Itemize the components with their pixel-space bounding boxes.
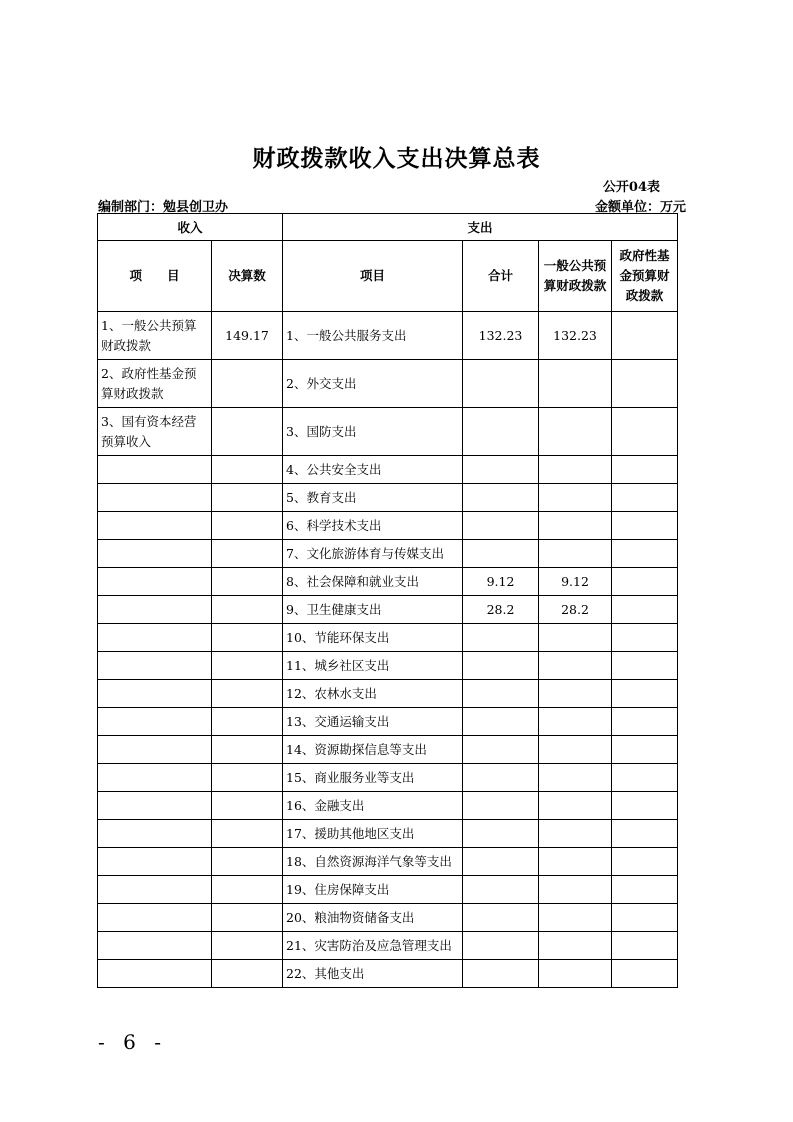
expense-total-cell [463, 708, 539, 736]
income-item-cell [98, 624, 212, 652]
expense-total-cell [463, 624, 539, 652]
expense-total-cell [463, 876, 539, 904]
fund-budget-cell [612, 764, 678, 792]
fund-budget-cell [612, 596, 678, 624]
income-amount-cell [212, 596, 283, 624]
table-row [98, 876, 678, 904]
income-item-cell [98, 904, 212, 932]
fund-budget-cell [612, 456, 678, 484]
income-item-cell [98, 820, 212, 848]
income-item-cell [98, 764, 212, 792]
table-row [98, 512, 678, 540]
expense-total-cell [463, 764, 539, 792]
income-amount-cell: 149.17 [212, 312, 283, 360]
expense-item-cell: 19、住房保障支出 [283, 876, 463, 904]
income-amount-cell [212, 512, 283, 540]
expense-item-cell: 13、交通运输支出 [283, 708, 463, 736]
table-row [98, 792, 678, 820]
fund-budget-cell [612, 904, 678, 932]
table-row [98, 456, 678, 484]
general-budget-cell [539, 820, 612, 848]
income-item-cell: 1、一般公共预算财政拨款 [98, 312, 212, 360]
expense-item-cell: 6、科学技术支出 [283, 512, 463, 540]
col-fund-budget-header: 政府性基金预算财政拨款 [612, 241, 678, 312]
expense-item-cell: 10、节能环保支出 [283, 624, 463, 652]
expense-item-cell: 5、教育支出 [283, 484, 463, 512]
fund-budget-cell [612, 408, 678, 456]
income-amount-cell [212, 904, 283, 932]
table-row [98, 312, 678, 360]
general-budget-cell [539, 624, 612, 652]
fund-budget-cell [612, 736, 678, 764]
table-row [98, 736, 678, 764]
expense-total-cell [463, 484, 539, 512]
page-number: - 6 - [98, 1030, 167, 1054]
income-amount-cell [212, 484, 283, 512]
table-row [98, 764, 678, 792]
income-section-header: 收入 [98, 214, 283, 241]
col-expense-item-header: 项目 [283, 241, 463, 312]
income-item-cell [98, 736, 212, 764]
fund-budget-cell [612, 792, 678, 820]
income-amount-cell [212, 848, 283, 876]
general-budget-cell [539, 764, 612, 792]
general-budget-cell [539, 540, 612, 568]
income-amount-cell [212, 820, 283, 848]
general-budget-cell [539, 360, 612, 408]
table-row [98, 680, 678, 708]
table-row [98, 408, 678, 456]
table-row [98, 848, 678, 876]
income-amount-cell [212, 708, 283, 736]
expense-item-cell: 18、自然资源海洋气象等支出 [283, 848, 463, 876]
general-budget-cell [539, 652, 612, 680]
general-budget-cell [539, 708, 612, 736]
income-amount-cell [212, 960, 283, 988]
table-row [98, 624, 678, 652]
expense-item-cell: 1、一般公共服务支出 [283, 312, 463, 360]
expense-item-cell: 3、国防支出 [283, 408, 463, 456]
expense-total-cell [463, 512, 539, 540]
expense-total-cell [463, 960, 539, 988]
fund-budget-cell [612, 680, 678, 708]
income-item-cell [98, 680, 212, 708]
income-amount-cell [212, 408, 283, 456]
income-amount-cell [212, 792, 283, 820]
expense-item-cell: 14、资源勘探信息等支出 [283, 736, 463, 764]
fund-budget-cell [612, 568, 678, 596]
general-budget-cell [539, 932, 612, 960]
table-row [98, 596, 678, 624]
general-budget-cell [539, 904, 612, 932]
expense-total-cell [463, 736, 539, 764]
table-row [98, 568, 678, 596]
expense-item-cell: 7、文化旅游体育与传媒支出 [283, 540, 463, 568]
form-number: 公开04表 [602, 180, 660, 195]
general-budget-cell: 9.12 [539, 568, 612, 596]
expense-item-cell: 9、卫生健康支出 [283, 596, 463, 624]
expense-item-cell: 12、农林水支出 [283, 680, 463, 708]
table-row [98, 360, 678, 408]
income-amount-cell [212, 932, 283, 960]
expense-item-cell: 8、社会保障和就业支出 [283, 568, 463, 596]
general-budget-cell [539, 680, 612, 708]
expense-item-cell: 15、商业服务业等支出 [283, 764, 463, 792]
income-item-cell [98, 932, 212, 960]
fund-budget-cell [612, 484, 678, 512]
expense-total-cell [463, 360, 539, 408]
fund-budget-cell [612, 960, 678, 988]
expense-item-cell: 20、粮油物资储备支出 [283, 904, 463, 932]
fund-budget-cell [612, 312, 678, 360]
income-amount-cell [212, 736, 283, 764]
col-income-amount-header: 决算数 [212, 241, 283, 312]
table-row [98, 540, 678, 568]
col-total-header: 合计 [463, 241, 539, 312]
income-item-cell [98, 540, 212, 568]
expense-total-cell [463, 932, 539, 960]
table-row [98, 904, 678, 932]
expense-total-cell [463, 540, 539, 568]
income-item-cell: 2、政府性基金预算财政拨款 [98, 360, 212, 408]
expense-total-cell: 9.12 [463, 568, 539, 596]
fund-budget-cell [612, 932, 678, 960]
income-amount-cell [212, 876, 283, 904]
table-row [98, 932, 678, 960]
income-item-cell [98, 512, 212, 540]
fund-budget-cell [612, 708, 678, 736]
budget-summary-table [97, 213, 678, 988]
fund-budget-cell [612, 820, 678, 848]
expense-item-cell: 11、城乡社区支出 [283, 652, 463, 680]
income-amount-cell [212, 568, 283, 596]
table-row [98, 820, 678, 848]
general-budget-cell [539, 456, 612, 484]
fund-budget-cell [612, 876, 678, 904]
expense-total-cell [463, 680, 539, 708]
expense-item-cell: 16、金融支出 [283, 792, 463, 820]
income-amount-cell [212, 540, 283, 568]
expense-item-cell: 2、外交支出 [283, 360, 463, 408]
income-item-cell [98, 708, 212, 736]
expense-section-header: 支出 [283, 214, 678, 241]
col-general-budget-header: 一般公共预算财政拨款 [539, 241, 612, 312]
expense-total-cell [463, 904, 539, 932]
income-amount-cell [212, 764, 283, 792]
table-row [98, 708, 678, 736]
col-income-item-header: 项 目 [98, 241, 212, 312]
general-budget-cell: 28.2 [539, 596, 612, 624]
expense-item-cell: 22、其他支出 [283, 960, 463, 988]
fund-budget-cell [612, 540, 678, 568]
expense-total-cell [463, 792, 539, 820]
fund-budget-cell [612, 624, 678, 652]
income-item-cell [98, 596, 212, 624]
expense-total-cell [463, 456, 539, 484]
compiling-department: 编制部门：勉县创卫办 [98, 200, 229, 215]
income-item-cell [98, 960, 212, 988]
income-item-cell [98, 484, 212, 512]
income-amount-cell [212, 680, 283, 708]
general-budget-cell [539, 792, 612, 820]
income-item-cell [98, 848, 212, 876]
fund-budget-cell [612, 652, 678, 680]
income-item-cell [98, 876, 212, 904]
expense-total-cell [463, 848, 539, 876]
table-body [98, 312, 678, 988]
general-budget-cell [539, 484, 612, 512]
general-budget-cell [539, 876, 612, 904]
expense-total-cell: 28.2 [463, 596, 539, 624]
fund-budget-cell [612, 360, 678, 408]
expense-total-cell [463, 820, 539, 848]
expense-total-cell [463, 408, 539, 456]
expense-item-cell: 21、灾害防治及应急管理支出 [283, 932, 463, 960]
general-budget-cell [539, 408, 612, 456]
fund-budget-cell [612, 512, 678, 540]
general-budget-cell [539, 848, 612, 876]
income-item-cell [98, 792, 212, 820]
expense-item-cell: 4、公共安全支出 [283, 456, 463, 484]
general-budget-cell [539, 960, 612, 988]
table-row [98, 960, 678, 988]
expense-total-cell [463, 652, 539, 680]
amount-unit: 金额单位：万元 [594, 200, 686, 215]
general-budget-cell [539, 512, 612, 540]
table-row [98, 484, 678, 512]
table-row [98, 652, 678, 680]
income-item-cell [98, 652, 212, 680]
income-item-cell [98, 456, 212, 484]
income-amount-cell [212, 456, 283, 484]
expense-item-cell: 17、援助其他地区支出 [283, 820, 463, 848]
general-budget-cell: 132.23 [539, 312, 612, 360]
income-amount-cell [212, 652, 283, 680]
page-title: 财政拨款收入支出决算总表 [252, 145, 541, 172]
income-item-cell: 3、国有资本经营预算收入 [98, 408, 212, 456]
income-item-cell [98, 568, 212, 596]
income-amount-cell [212, 624, 283, 652]
expense-total-cell: 132.23 [463, 312, 539, 360]
general-budget-cell [539, 736, 612, 764]
fund-budget-cell [612, 848, 678, 876]
income-amount-cell [212, 360, 283, 408]
